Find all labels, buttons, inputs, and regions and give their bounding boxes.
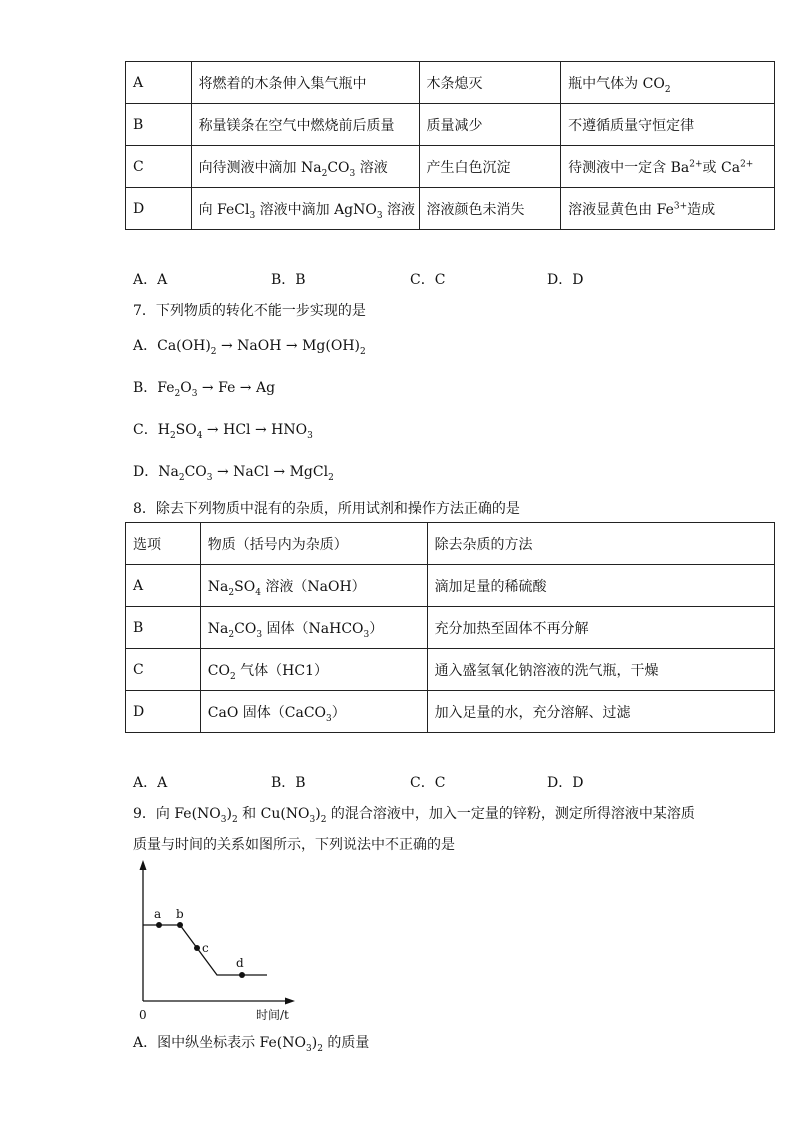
q8-header-method: 除去杂质的方法	[427, 523, 774, 565]
point-a	[156, 922, 162, 928]
chem-text: 溶液	[382, 201, 416, 218]
q6-conclusion-cell: 不遵循质量守恒定律	[561, 104, 775, 146]
q8-answer-a[interactable]: A．A	[133, 775, 168, 791]
option-formula: $H_2SO_4$ → HCl → $HNO_3$	[157, 422, 313, 441]
superscript: 2+	[689, 158, 703, 169]
q6-conclusion-cell	[561, 188, 775, 230]
q8-substance-cell: $CO_2$ 气体（HC1）	[200, 649, 427, 691]
q7-stem: 7．下列物质的转化不能一步实现的是	[133, 303, 366, 319]
q6-operation-cell: 称量镁条在空气中燃烧前后质量	[191, 104, 419, 146]
q8-substance-cell: $Na_2SO_4$ 溶液（NaOH）	[200, 565, 427, 607]
chem-text: 溶液中滴加 AgNO	[255, 201, 377, 218]
subscript: 3	[349, 168, 356, 179]
table-row	[126, 691, 775, 733]
chem-text: 或 Ca	[702, 159, 741, 176]
chem-text: 溶液显黄色由 Fe	[568, 201, 674, 218]
chem-text: 向待测液中滴加 Na	[198, 159, 322, 176]
q8-option-cell: D	[126, 691, 201, 733]
q6-option-cell: C	[126, 146, 192, 188]
q8-method-cell: 加入足量的水，充分溶解、过滤	[427, 691, 774, 733]
point-c	[194, 945, 200, 951]
table-row	[126, 104, 775, 146]
table-row	[126, 188, 775, 230]
q7-option-d[interactable]	[133, 461, 334, 481]
x-axis-arrow-icon	[285, 998, 295, 1005]
q6-operation-cell	[191, 146, 419, 188]
table-row	[126, 565, 775, 607]
q6-option-cell: A	[126, 62, 192, 104]
chem-text: 溶液	[355, 159, 388, 176]
q8-option-cell: C	[126, 649, 201, 691]
superscript: 3+	[673, 200, 688, 211]
chem-text: 造成	[687, 201, 716, 218]
q8-method-cell: 滴加足量的稀硫酸	[427, 565, 774, 607]
q6-phenomenon-cell: 溶液颜色未消失	[419, 188, 561, 230]
x-axis-label: 时间/t	[256, 1008, 289, 1022]
q8-stem: 8．除去下列物质中混有的杂质，所用试剂和操作方法正确的是	[133, 501, 520, 517]
table-header-row	[126, 523, 775, 565]
option-label: B．	[133, 380, 158, 396]
q6-answer-d[interactable]: D．D	[547, 272, 584, 288]
point-d	[239, 972, 245, 978]
q6-table	[125, 61, 775, 230]
option-formula: $Fe_2O_3 \to Fe \to Ag$	[157, 380, 276, 399]
q6-conclusion-cell	[561, 62, 775, 104]
q6-phenomenon-cell: 产生白色沉淀	[419, 146, 561, 188]
table-row	[126, 607, 775, 649]
q9-stem-line1: 9．向 $Fe(NO_3)_2$ 和 $Cu(NO_3)_2$ 的混合溶液中，加入一定量的锌粉，测定所得溶液中某溶质	[133, 806, 695, 825]
label-a: a	[154, 907, 162, 921]
option-formula: $Ca(OH)_2$ → NaOH → $Mg(OH)_2$	[157, 338, 366, 357]
q8-substance-cell: $Na_2CO_3$ 固体（NaHCO$_3$）	[200, 607, 427, 649]
origin-label: 0	[139, 1008, 147, 1022]
q8-answer-b[interactable]: B．B	[271, 775, 306, 791]
q8-header-option: 选项	[126, 523, 201, 565]
q7-option-c[interactable]	[133, 419, 313, 439]
subscript: 3	[376, 210, 383, 221]
chem-text: 待测液中一定含 Ba	[568, 159, 690, 176]
label-b: b	[176, 907, 184, 921]
subscript: 3	[249, 210, 256, 221]
q8-method-cell: 通入盛氢氧化钠溶液的洗气瓶，干燥	[427, 649, 774, 691]
q8-substance-cell: CaO 固体（CaCO$_3$）	[200, 691, 427, 733]
table-row	[126, 62, 775, 104]
q6-operation-cell	[191, 188, 419, 230]
q8-answer-c[interactable]: C．C	[410, 775, 446, 791]
superscript: 2+	[740, 158, 754, 169]
y-axis-arrow-icon	[140, 860, 147, 870]
q9-option-a[interactable]: A．图中纵坐标表示 $Fe(NO_3)_2$ 的质量	[133, 1035, 370, 1054]
q6-answer-c[interactable]: C．C	[410, 272, 446, 288]
subscript: 2	[321, 168, 328, 179]
option-label: D．	[133, 464, 159, 480]
q9-graph	[125, 858, 315, 1028]
q6-phenomenon-cell: 质量减少	[419, 104, 561, 146]
q6-answer-a[interactable]: A．A	[133, 272, 168, 288]
label-d: d	[236, 956, 244, 970]
q8-option-cell: A	[126, 565, 201, 607]
subscript: 2	[664, 84, 671, 95]
q8-header-substance: 物质（括号内为杂质）	[200, 523, 427, 565]
q6-phenomenon-cell: 木条熄灭	[419, 62, 561, 104]
q6-option-cell: B	[126, 104, 192, 146]
label-c: c	[202, 941, 209, 955]
q8-method-cell: 充分加热至固体不再分解	[427, 607, 774, 649]
q7-option-a[interactable]	[133, 335, 366, 355]
chem-text: 向 FeCl	[198, 201, 250, 218]
q8-answer-d[interactable]: D．D	[547, 775, 584, 791]
q6-conclusion-cell	[561, 146, 775, 188]
q8-option-cell: B	[126, 607, 201, 649]
q6-operation-cell: 将燃着的木条伸入集气瓶中	[191, 62, 419, 104]
option-label: A．	[133, 338, 158, 354]
q9-stem-line2: 质量与时间的关系如图所示，下列说法中不正确的是	[133, 837, 455, 853]
option-label: C．	[133, 422, 158, 438]
point-b	[177, 922, 183, 928]
table-row	[126, 146, 775, 188]
q7-option-b[interactable]	[133, 377, 275, 397]
q8-table	[125, 522, 775, 733]
table-row	[126, 649, 775, 691]
q6-answer-b[interactable]: B．B	[271, 272, 306, 288]
chem-text: 瓶中气体为 CO	[568, 75, 665, 92]
chem-text: CO	[327, 159, 350, 176]
option-formula: $Na_2CO_3$ → NaCl → MgCl$_2$	[158, 464, 334, 483]
q6-option-cell: D	[126, 188, 192, 230]
